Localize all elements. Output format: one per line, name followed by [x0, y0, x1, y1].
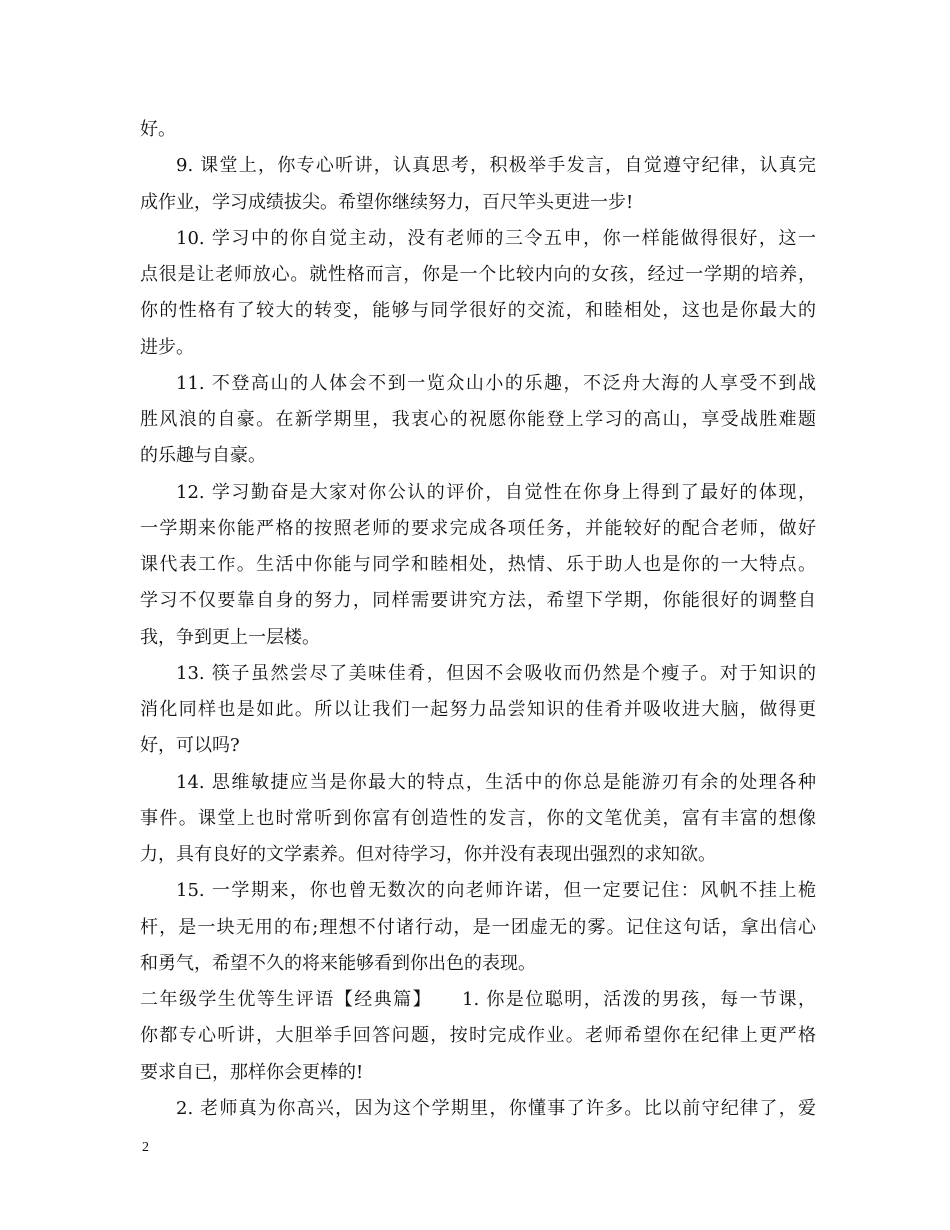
text-line: 要求自已，那样你会更棒的! [140, 1061, 364, 1083]
text-line: 好，可以吗? [140, 735, 240, 757]
document-body [140, 112, 816, 1127]
text-line: 杆，是一块无用的布;理想不付诸行动，是一团虚无的雾。记住这句话，拿出信心 [140, 916, 816, 938]
text-line: 力，具有良好的文学素养。但对待学习，你并没有表现出强烈的求知欲。 [140, 844, 716, 865]
text-line: 课代表工作。生活中你能与同学和睦相处，热情、乐于助人也是你的一大特点。 [140, 554, 816, 575]
text-line: 9. 课堂上，你专心听讲，认真思考，积极举手发言，自觉遵守纪律，认真完 [176, 155, 816, 177]
text-line: 10. 学习中的你自觉主动，没有老师的三令五申，你一样能做得很好，这一 [176, 227, 816, 249]
text-line: 12. 学习勤奋是大家对你公认的评价，自觉性在你身上得到了最好的体现， [176, 481, 816, 503]
text-line: 2. 老师真为你高兴，因为这个学期里，你懂事了许多。比以前守纪律了，爱 [176, 1097, 816, 1119]
text-line: 你的性格有了较大的转变，能够与同学很好的交流，和睦相处，这也是你最大的 [140, 300, 816, 322]
text-line: 和勇气，希望不久的将来能够看到你出色的表现。 [140, 952, 536, 974]
text-line: 学习不仅要靠自身的努力，同样需要讲究方法，希望下学期，你能很好的调整自 [140, 590, 816, 612]
text-line: 一学期来你能严格的按照老师的要求完成各项任务，并能较好的配合老师，做好 [140, 517, 816, 539]
text-line: 11. 不登高山的人体会不到一览众山小的乐趣，不泛舟大海的人享受不到战 [176, 372, 816, 394]
text-line: 的乐趣与自豪。 [140, 445, 266, 467]
page-number: 2 [142, 1140, 149, 1155]
text-line: 我，争到更上一层楼。 [140, 626, 320, 648]
text-line: 事件。课堂上也时常听到你富有创造性的发言，你的文笔优美，富有丰富的想像 [140, 807, 816, 829]
text-line: 胜风浪的自豪。在新学期里，我衷心的祝愿你能登上学习的高山，享受战胜难题 [140, 409, 816, 430]
text-line: 成作业，学习成绩拔尖。希望你继续努力，百尺竿头更进一步! [140, 191, 634, 213]
text-line: 进步。 [140, 336, 194, 358]
text-line: 13. 筷子虽然尝尽了美味佳肴，但因不会吸收而仍然是个瘦子。对于知识的 [176, 662, 816, 684]
text-line: 消化同样也是如此。所以让我们一起努力品尝知识的佳肴并吸收进大脑，做得更 [140, 699, 816, 720]
text-line: 15. 一学期来，你也曾无数次的向老师许诺，但一定要记住：风帆不挂上桅 [176, 880, 816, 902]
text-line: 你都专心听讲，大胆举手回答问题，按时完成作业。老师希望你在纪律上更严格 [140, 1025, 816, 1047]
text-line: 二年级学生优等生评语【经典篇】 1. 你是位聪明，活泼的男孩，每一节课， [140, 989, 816, 1010]
text-line: 14. 思维敏捷应当是你最大的特点，生活中的你总是能游刃有余的处理各种 [176, 771, 816, 793]
text-line: 好。 [140, 119, 176, 140]
text-line: 点很是让老师放心。就性格而言，你是一个比较内向的女孩，经过一学期的培养， [140, 264, 816, 285]
